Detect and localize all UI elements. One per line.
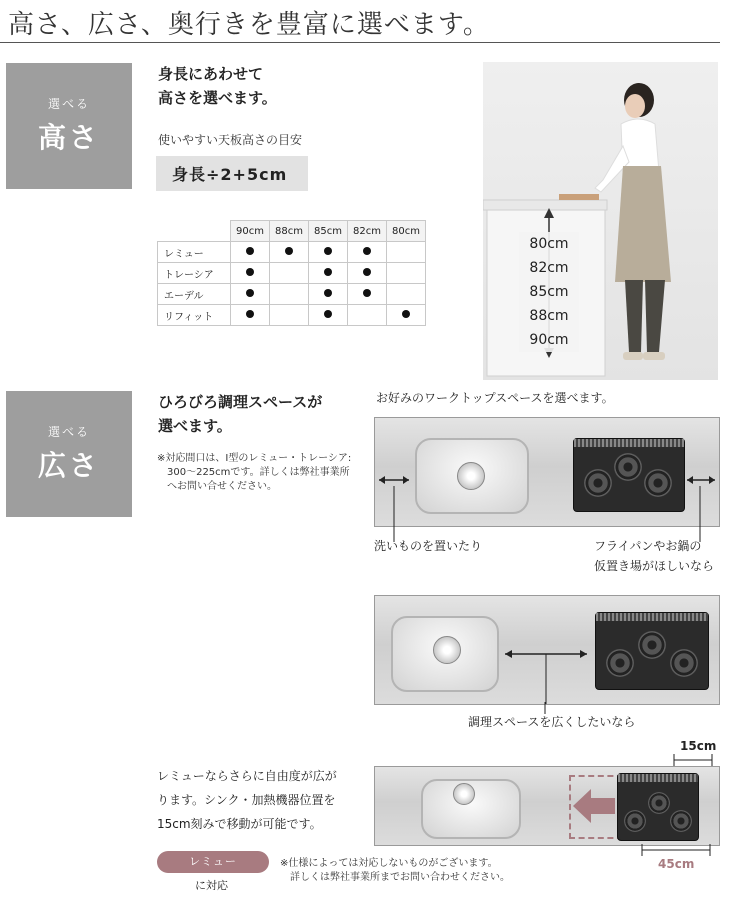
vent-icon: [618, 774, 698, 782]
height-heading-line1: 身長にあわせて: [158, 65, 264, 83]
table-cell: [270, 284, 309, 305]
col-80: 80cm: [387, 221, 426, 242]
height-photo: [483, 62, 718, 380]
drain-icon: [453, 783, 475, 805]
table-corner: [158, 221, 231, 242]
footnote: [280, 857, 510, 885]
table-row-name: トレーシア: [158, 263, 231, 284]
table-cell: [270, 305, 309, 326]
caption-right: [594, 536, 714, 576]
table-row: [158, 284, 426, 305]
caption-middle: 調理スペースを広くしたいなら: [468, 715, 636, 729]
burner-icon: [624, 810, 646, 832]
sink-illustration: [421, 779, 521, 839]
table-cell: [231, 305, 270, 326]
dim-bottom-marker: [640, 843, 714, 857]
width-label-big: 広さ: [37, 449, 100, 482]
burner-icon: [670, 810, 692, 832]
height-option-label: 80cm: [519, 232, 579, 256]
leader-lines-1: [374, 478, 718, 544]
table-cell: [348, 305, 387, 326]
availability-dot-icon: [363, 268, 371, 276]
width-note-line1: ※対応間口は、I型のレミュー・トレーシア:: [157, 453, 352, 464]
table-cell: [231, 242, 270, 263]
table-row: [158, 305, 426, 326]
availability-dot-icon: [285, 247, 293, 255]
table-cell: [387, 263, 426, 284]
table-row-name: リフィット: [158, 305, 231, 326]
width-note: [157, 452, 351, 494]
width-label-small: 選べる: [47, 425, 90, 439]
height-option-label: 90cm: [519, 328, 579, 352]
table-cell: [270, 242, 309, 263]
availability-dot-icon: [363, 289, 371, 297]
height-label-big: 高さ: [37, 121, 100, 154]
width-heading-line2: 選べます。: [158, 417, 232, 435]
availability-dot-icon: [246, 247, 254, 255]
table-cell: [270, 263, 309, 284]
availability-dot-icon: [246, 268, 254, 276]
availability-dot-icon: [324, 247, 332, 255]
height-option-label: 82cm: [519, 256, 579, 280]
availability-dot-icon: [246, 289, 254, 297]
col-82: 82cm: [348, 221, 387, 242]
availability-dot-icon: [324, 310, 332, 318]
table-cell: [387, 242, 426, 263]
col-85: 85cm: [309, 221, 348, 242]
width-note-line2: 300～225cmです。詳しくは弊社事業所: [167, 467, 350, 478]
height-guide-text: 使いやすい天板高さの目安: [158, 133, 303, 147]
caption-left: 洗いものを置いたり: [374, 539, 483, 553]
remieux-line3: 15cm刻みで移動が可能です。: [157, 817, 322, 831]
width-note-line3: へお問い合せください。: [167, 481, 277, 492]
height-label-box: [6, 63, 132, 189]
height-option-label: 88cm: [519, 304, 579, 328]
table-cell: [309, 284, 348, 305]
height-labels: [519, 232, 579, 352]
cooktop-illustration: [617, 773, 699, 841]
remieux-text: [157, 764, 337, 836]
availability-dot-icon: [324, 289, 332, 297]
table-cell: [309, 263, 348, 284]
move-left-arrow-icon: [571, 783, 617, 829]
availability-dot-icon: [363, 247, 371, 255]
footnote-line2: 詳しくは弊社事業所までお問い合わせください。: [290, 872, 510, 883]
arrows-diagram-2: [375, 596, 719, 704]
table-cell: [387, 284, 426, 305]
table-cell: [231, 263, 270, 284]
col-88: 88cm: [270, 221, 309, 242]
width-heading-line1: ひろびろ調理スペースが: [158, 393, 323, 411]
width-heading: [158, 390, 322, 438]
height-table: [157, 220, 426, 326]
table-cell: [309, 305, 348, 326]
table-cell: [309, 242, 348, 263]
worktop-diagram-3: [374, 766, 720, 846]
table-cell: [348, 284, 387, 305]
caption-right-line2: 仮置き場がほしいなら: [594, 559, 715, 573]
dim-top-label: 15cm: [680, 739, 717, 753]
table-cell: [348, 263, 387, 284]
col-90: 90cm: [231, 221, 270, 242]
remieux-line1: レミューならさらに自由度が広が: [157, 769, 337, 783]
availability-dot-icon: [324, 268, 332, 276]
table-cell: [348, 242, 387, 263]
height-label-small: 選べる: [47, 97, 90, 111]
height-table-header: [158, 221, 426, 242]
dim-bottom-label: 45cm: [658, 857, 695, 871]
availability-dot-icon: [246, 310, 254, 318]
remieux-badge: レミュー: [157, 851, 269, 873]
table-row-name: エーデル: [158, 284, 231, 305]
table-row: [158, 242, 426, 263]
table-cell: [231, 284, 270, 305]
table-row: [158, 263, 426, 284]
availability-dot-icon: [402, 310, 410, 318]
worktop-diagram-2: [374, 595, 720, 705]
table-row-name: レミュー: [158, 242, 231, 263]
page-title: 高さ、広さ、奥行きを豊富に選べます。: [8, 10, 490, 40]
height-option-label: 85cm: [519, 280, 579, 304]
height-heading: [158, 62, 277, 110]
worktop-caption: お好みのワークトップスペースを選べます。: [376, 391, 614, 405]
burner-icon: [648, 792, 670, 814]
width-label-box: [6, 391, 132, 517]
remieux-line2: ります。シンク・加熱機器位置を: [157, 793, 336, 807]
footnote-line1: ※仕様によっては対応しないものがございます。: [280, 858, 498, 869]
caption-right-line1: フライパンやお鍋の: [594, 539, 702, 553]
height-heading-line2: 高さを選べます。: [158, 89, 277, 107]
height-formula: 身長÷2+5cm: [156, 156, 308, 191]
table-cell: [387, 305, 426, 326]
title-divider: [0, 42, 720, 43]
badge-suffix: に対応: [195, 879, 228, 892]
